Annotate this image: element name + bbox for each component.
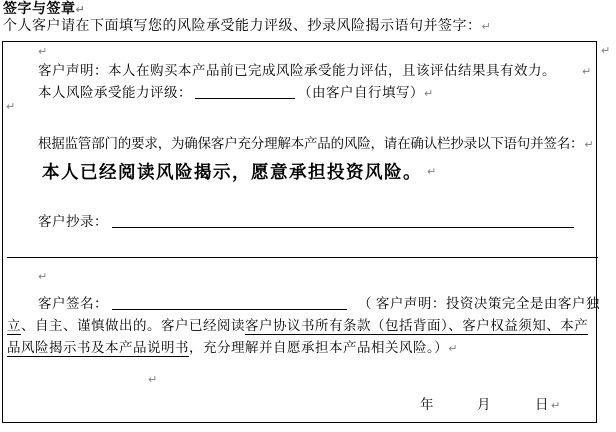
paragraph-mark-icon: ↵ <box>584 138 594 151</box>
declaration-line <box>38 63 591 79</box>
paragraph-mark-icon: ↵ <box>424 87 434 100</box>
underlined-text: 客户协议书所有条款（包括背面）、客户权益须知、本产 <box>245 318 589 333</box>
instruction-line <box>38 136 594 152</box>
instruction-text: 根据监管部门的要求，为确保客户充分理解本产品的风险，请在确认栏抄录以下语句并签名： <box>38 136 584 151</box>
transcription-input-line-2[interactable] <box>7 257 598 258</box>
page-title: 签字与签章 <box>3 2 76 17</box>
rating-line <box>38 85 433 101</box>
paragraph-mark-icon: ↵ <box>481 20 491 33</box>
paragraph-mark-icon: ↵ <box>448 342 458 355</box>
paragraph-mark-icon: ↵ <box>75 3 85 16</box>
transcription-label: 客户抄录： <box>38 214 108 229</box>
paragraph-mark-icon: ↵ <box>38 45 48 58</box>
signature-line <box>38 296 600 311</box>
intro-text: 个人客户请在下面填写您的风险承受能力评级、抄录风险揭示语句并签字： <box>3 19 482 34</box>
paragraph-mark-icon: ↵ <box>148 373 158 386</box>
date-line <box>420 397 560 413</box>
signature-note-line2 <box>7 318 588 333</box>
month-label: 月 <box>477 397 491 412</box>
signature-note-line3 <box>7 340 457 356</box>
rating-label: 本人风险承受能力评级： <box>38 85 192 100</box>
underlined-text: 立 <box>7 318 21 333</box>
risk-statement-line <box>42 162 436 182</box>
signature-input-blank[interactable] <box>112 296 347 310</box>
plain-text: ，充分理解并自愿承担本产品相关风险。） <box>189 340 449 355</box>
paragraph-mark-icon: ↵ <box>601 44 611 57</box>
plain-text: 、自主、谨慎做出的。客户已经阅读 <box>21 318 245 333</box>
day-label: 日 <box>535 397 549 412</box>
year-label: 年 <box>420 397 434 412</box>
intro-line <box>3 19 491 34</box>
signature-label: 客户签名： <box>38 296 108 311</box>
paragraph-mark-icon: ↵ <box>582 65 592 78</box>
transcription-input-blank[interactable] <box>112 214 574 228</box>
rating-hint: （由客户自行填写） <box>298 85 424 100</box>
signature-form-box <box>2 41 600 423</box>
underlined-text: 品风险揭示书及本产品说明书 <box>7 340 189 355</box>
signature-note-line1: （ 客户声明：投资决策完全是由客户独 <box>358 296 600 311</box>
transcription-line <box>38 214 574 229</box>
paragraph-mark-icon: ↵ <box>6 100 16 113</box>
section-heading-line <box>3 2 85 17</box>
paragraph-mark-icon: ↵ <box>551 399 561 412</box>
risk-statement-text: 本人已经阅读风险揭示，愿意承担投资风险。 <box>42 162 422 182</box>
paragraph-mark-icon: ↵ <box>427 165 437 178</box>
paragraph-mark-icon: ↵ <box>38 270 48 283</box>
rating-input-blank[interactable] <box>195 85 295 99</box>
signature-note-line3-text <box>7 340 448 357</box>
declaration-text: 客户声明：本人在购买本产品前已完成风险承受能力评估，且该评估结果具有效力。 <box>38 63 556 78</box>
